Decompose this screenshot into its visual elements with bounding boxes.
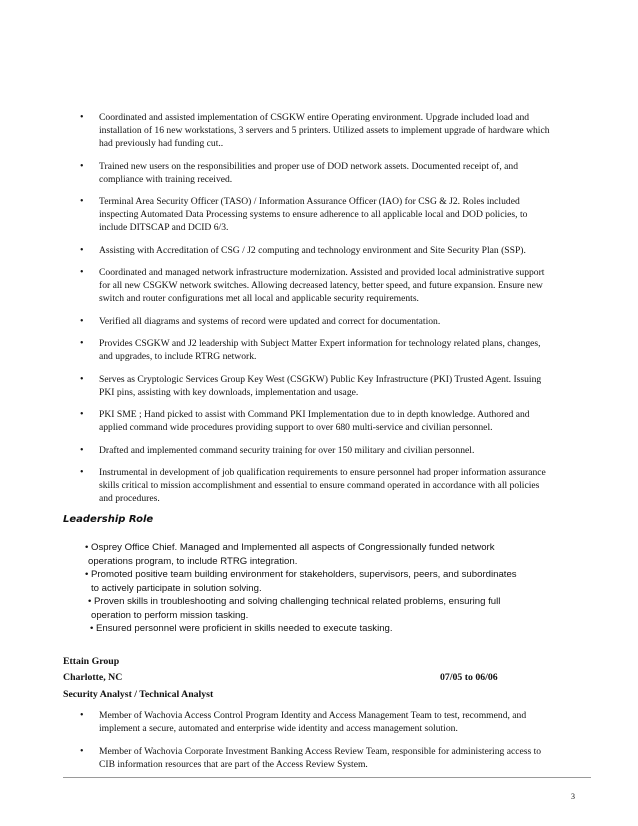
bullet-icon: •	[80, 373, 84, 385]
bullet-icon: •	[80, 196, 84, 207]
list-item	[80, 315, 550, 328]
list-item	[80, 745, 550, 771]
bullet-icon: •	[80, 745, 84, 757]
bullet-icon: •	[80, 710, 84, 721]
list-item	[80, 709, 550, 735]
leadership-line: • Ensured personnel were proficient in skills needed to execute tasking.	[90, 623, 393, 634]
list-item	[80, 195, 550, 234]
leadership-line: operation to perform mission tasking.	[91, 609, 249, 621]
leadership-line: operations program, to include RTRG integration.	[88, 555, 298, 567]
bullet-icon: •	[80, 467, 84, 478]
bullet-icon: •	[80, 338, 84, 349]
list-item	[80, 160, 550, 186]
bullet-icon: •	[80, 244, 84, 256]
job-bullet-list	[80, 709, 550, 780]
bullet-icon: •	[80, 444, 84, 456]
bullet-text: Serves as Cryptologic Services Group Key West (CSGKW) Public Key Infrastructure (PKI) Trusted Agent. Issuing PKI pins, assisting with key downloads, implementation and usage.	[99, 373, 542, 398]
leadership-line: • Osprey Office Chief. Managed and Implemented all aspects of Congressionally funded network	[85, 542, 495, 553]
bullet-text: Drafted and implemented command security training for over 150 military and civilian personnel.	[99, 444, 475, 456]
job-location: Charlotte, NC	[63, 672, 123, 683]
leadership-line: • Proven skills in troubleshooting and solving challenging technical related problems, ensuring full	[88, 596, 501, 607]
page-number: 3	[571, 792, 575, 801]
leadership-line: to actively participate in solution solving.	[91, 582, 262, 594]
bullet-text: Member of Wachovia Corporate Investment Banking Access Review Team, responsible for administering access to CIB information resources that are part of the Access Review System.	[99, 745, 542, 770]
list-item	[80, 444, 550, 457]
list-item	[80, 266, 550, 305]
list-item	[80, 111, 550, 150]
bullet-text: Verified all diagrams and systems of record were updated and correct for documentation.	[99, 315, 441, 327]
company-name: Ettain Group	[63, 656, 120, 667]
bullet-text: Coordinated and assisted implementation of CSGKW entire Operating environment. Upgrade included load and installation of 16 new workstations, 3 servers and 5 printers. Utilized assets to implement upgrade of hardware which had previously had funding cut..	[99, 112, 550, 149]
bullet-text: Terminal Area Security Officer (TASO) / Information Assurance Officer (IAO) for CSG & J2. Roles included inspecting Automated Data Processing systems to ensure adherence to all applicable local and DOD policies, to include DITSCAP and DCID 6/3.	[99, 196, 528, 233]
list-item	[80, 244, 550, 257]
bullet-text: Assisting with Accreditation of CSG / J2 computing and technology environment and Site Security Plan (SSP).	[99, 244, 526, 256]
job-title: Security Analyst / Technical Analyst	[63, 689, 214, 700]
footer-divider	[63, 777, 591, 778]
bullet-icon: •	[80, 409, 84, 420]
bullet-icon: •	[80, 112, 84, 123]
bullet-text: Provides CSGKW and J2 leadership with Subject Matter Expert information for technology related plans, changes, and upgrades, to include RTRG network.	[99, 338, 541, 362]
bullet-icon: •	[80, 160, 84, 172]
bullet-text: Trained new users on the responsibilities and proper use of DOD network assets. Documented receipt of, and compliance with training received.	[99, 160, 519, 185]
bullet-text: Coordinated and managed network infrastructure modernization. Assisted and provided local administrative support for all new CSGKW network switches. Allowing decreased latency, better speed, and future expansion. Ensure new switch and router configurations met all local and applicable security requirements.	[99, 267, 545, 304]
list-item	[80, 466, 550, 505]
leadership-list	[85, 541, 535, 636]
bullet-text: Instrumental in development of job qualification requirements to ensure personnel had proper information assurance skills critical to mission accomplishment and essential to ensure command operated in accordance with all policies and procedures.	[99, 467, 546, 504]
list-item	[80, 408, 550, 434]
leadership-line: • Promoted positive team building environment for stakeholders, supervisors, peers, and subordinates	[85, 569, 517, 580]
job-dates: 07/05 to 06/06	[440, 672, 498, 683]
bullet-icon: •	[80, 315, 84, 327]
leadership-heading: Leadership Role	[63, 514, 154, 525]
bullet-text: Member of Wachovia Access Control Program Identity and Access Management Team to test, recommend, and implement a secure, automated and enterprise wide identity and access management solution.	[99, 710, 527, 734]
bullet-text: PKI SME ; Hand picked to assist with Command PKI Implementation due to in depth knowledge. Authored and applied command wide procedures providing support to over 680 multi-service and civilian personnel.	[99, 409, 530, 433]
experience-bullet-list	[80, 111, 550, 515]
bullet-icon: •	[80, 267, 84, 278]
list-item	[80, 337, 550, 363]
list-item	[80, 373, 550, 399]
